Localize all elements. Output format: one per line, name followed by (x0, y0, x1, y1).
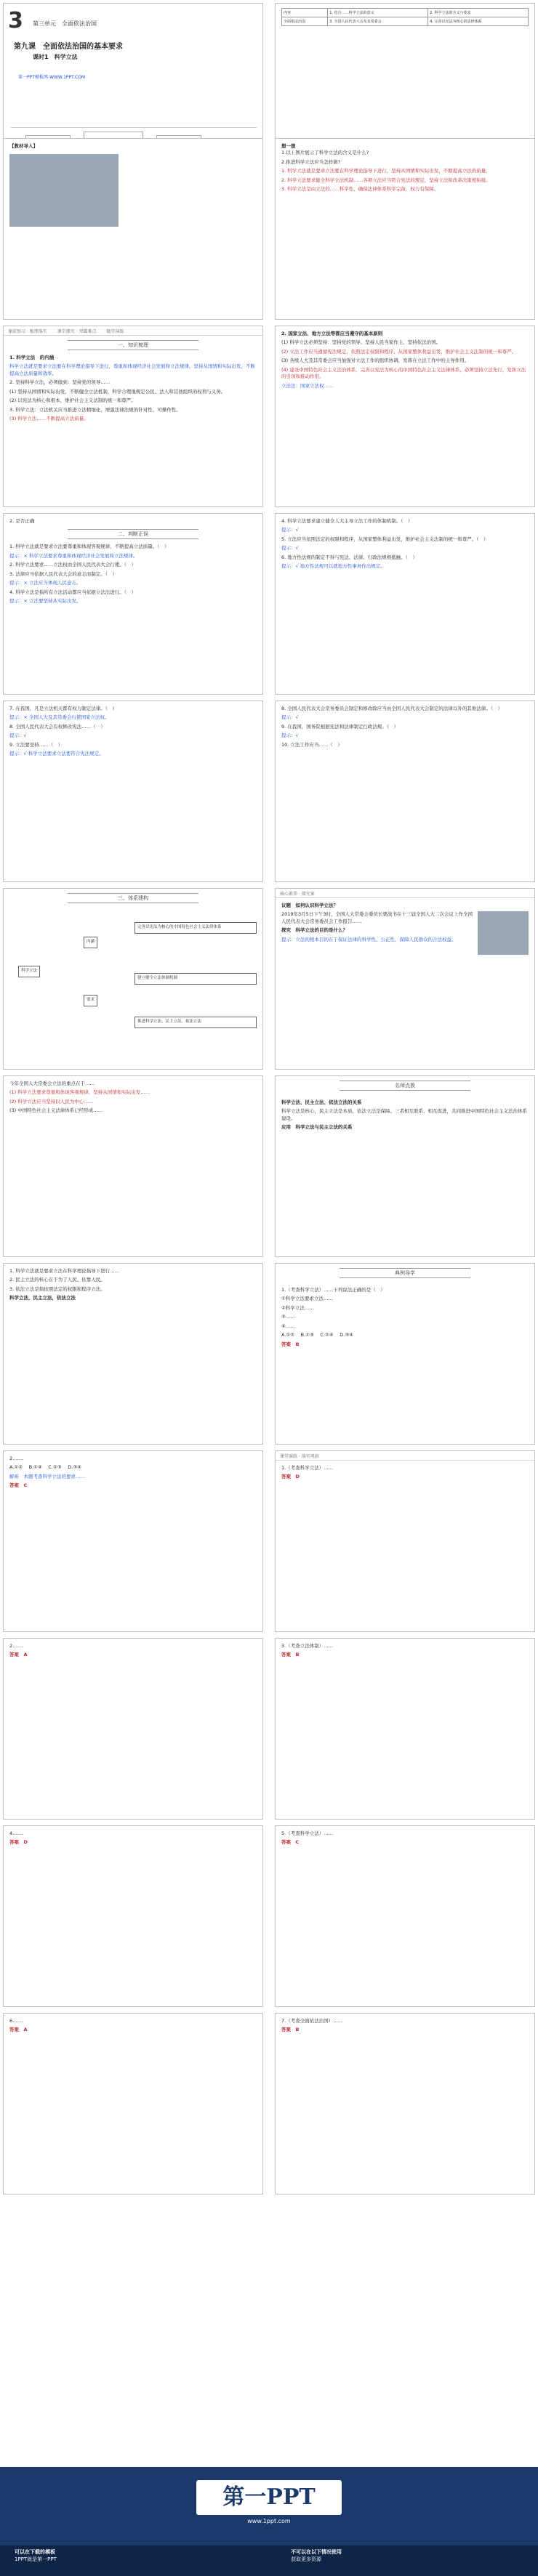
table-cell: 2. 科学立法的含义与要求 (428, 9, 529, 17)
topic-text: (1) 科学立法要求尊重和体现客观规律，坚持从国情和实际出发…… (9, 1089, 150, 1096)
answer-key: 答案 C (281, 1839, 300, 1846)
period-title: 课时1 科学立法 (33, 54, 78, 60)
judge-item: 4. 科学立法是指所有立法活动都应当依据立法法进行。（ ） (9, 589, 137, 595)
tip-text: 科学立法是核心，民主立法是本质，依法立法是保障。三者相互联系、相互促进，共同推进中国特色社会主义法治体系建设。 (281, 1108, 527, 1121)
question-stem: 1.（考查科学立法）…… (281, 1465, 334, 1471)
slide-judge-4 (275, 700, 535, 882)
slide-tip (275, 1075, 535, 1257)
judge-hint: 提示：√ (281, 714, 299, 721)
slide-practice-5 (275, 1825, 535, 2007)
unit-number: 3 (8, 8, 23, 33)
table-cell: 3. 全国人民代表大会及其常委会 (328, 17, 428, 26)
footer-bar (0, 2545, 538, 2576)
mind-map (4, 908, 262, 1053)
section-banner: 二、判断正误 (68, 529, 198, 539)
slide-example-1 (275, 1263, 535, 1445)
point-text: (2) 立法工作应当遵循宪法规定，依照法定权限和程序，从国家整体利益出发，维护社会主义法制的统一和尊严。 (281, 348, 517, 355)
lesson-title: 第九课 全面依法治国的基本要求 (14, 43, 123, 51)
answer-key: 答案 D (281, 1474, 300, 1480)
judge-item: 2. 科学立法要求……立法权由全国人民代表大会行使。（ ） (9, 562, 137, 568)
topic-hint: 提示：立法的根本目的在于保证法律的科学性、公正性，保障人民群众的合法权益。 (281, 936, 457, 942)
slide-judge (3, 513, 263, 695)
answer-choice: A.①② (9, 1464, 23, 1471)
judge-hint: 提示：√ (281, 545, 299, 552)
explanation: 解析 本题考查科学立法的要求…… (9, 1473, 85, 1479)
summary-text: 1. 科学立法就是要求立法在科学理论指导下进行…… (9, 1268, 120, 1274)
question-option: ①科学立法要求立法…… (281, 1296, 333, 1302)
question-stem: 1.（考查科学立法）……下列说法正确的是（ ） (281, 1287, 385, 1293)
judge-hint: 提示：× 科学立法要求尊重和体现经济社会发展和立法规律。 (9, 552, 138, 559)
slide-judge-2 (275, 513, 535, 695)
slide-intro (3, 138, 263, 320)
question-option: ④…… (281, 1323, 295, 1329)
judge-item: 9. 在我国，国务院根据宪法和法律制定行政法规。（ ） (281, 723, 399, 730)
answer-key: 答案 A (9, 1652, 28, 1658)
judge-hint: 提示：× 立法要坚持从实际出发。 (9, 597, 81, 604)
answer-choice: C.②④ (320, 1332, 334, 1339)
question-option: ③…… (281, 1314, 295, 1320)
point-text: (1) 坚持从国情和实际出发，不断健全立法机制，科学合理地规定公民、法人和其他组织的权利与义务。 (9, 388, 226, 395)
summary-text: 3. 依法立法是指依照法定的权限和程序立法。 (9, 1285, 105, 1292)
slide-principles (275, 326, 535, 507)
point-text: (4) 建设中国特色社会主义法治体系，完善以宪法为核心的中国特色社会主义法律体系，必须坚持立法先行，发挥立法的引领和推动作用。 (281, 366, 526, 380)
point-title: 2. 国家立法、地方立法等都应当遵守的基本原则 (281, 331, 383, 336)
slide-practice-2 (3, 1638, 263, 1820)
point-text: 3. 科学立法：立法机关应当推进立法精细化，增强法律法规的针对性、可操作性。 (9, 406, 181, 413)
table-cell: 4. 完善以宪法为核心的法律体系 (428, 17, 529, 26)
topic-question: 探究 科学立法的目的是什么？ (281, 927, 348, 934)
slide-summary (3, 1263, 263, 1445)
answer-key: 答案 B (281, 1341, 300, 1347)
summary-text: 2. 民主立法的核心在于为了人民、依靠人民。 (9, 1277, 105, 1283)
slide-explore-2 (3, 1075, 263, 1257)
answer-choice: C.②③ (48, 1464, 62, 1471)
tip-title: 应用 科学立法与民主立法的关系 (281, 1124, 353, 1131)
judge-item: 8. 全国人民代表大会常务委员会制定和修改除应当由全国人民代表大会制定的法律以外的其他法律。（ ） (281, 706, 503, 711)
slide-practice-6 (3, 2013, 263, 2195)
point-title: 2. 是否正确 (9, 518, 35, 524)
question-option: ②科学立法…… (281, 1304, 314, 1311)
footer-banner (0, 2467, 538, 2576)
unit-title: 第三单元 全面依法治国 (33, 20, 97, 27)
section-banner: 三、体系建构 (68, 893, 198, 903)
question-stem: 4.…… (9, 1830, 24, 1836)
map-node: 推进科学立法、民主立法、依法立法 (134, 1017, 257, 1028)
slide-example-2 (3, 1450, 263, 1632)
brand-url[interactable]: www.1ppt.com (247, 2518, 291, 2524)
answer-choice: D.③④ (340, 1332, 353, 1339)
judge-hint: 提示：√ (281, 732, 299, 739)
question-stem: 3.（考查立法体制）…… (281, 1643, 334, 1649)
slide-practice-3 (275, 1638, 535, 1820)
map-node: 内涵 (84, 937, 97, 948)
point-text: (2) 以宪法为核心和根本，维护社会主义法制的统一和尊严。 (9, 397, 136, 404)
point-text: 2. 坚持科学立法，必须做到：坚持党的领导…… (9, 379, 111, 386)
footer-left-title: 可以在下载的模板 (15, 2549, 55, 2555)
slide-practice-7 (275, 2013, 535, 2195)
slide-practice-4 (3, 1825, 263, 2007)
point-text: 科学立法就是要求立法要在科学理论指导下进行，尊重和体现经济社会发展和立法规律，坚持从国情和实际出发，不断提高立法质量和效率。 (9, 363, 255, 376)
judge-hint: 提示：√ (281, 527, 299, 533)
table-cell: 1. 结合……科学立法的意义 (328, 9, 428, 17)
answer-key: 答案 D (9, 1839, 28, 1846)
slide-structure (3, 888, 263, 1070)
judge-item: 10. 立法工作应当……（ ） (281, 741, 342, 748)
objectives-table (281, 8, 529, 26)
tip-title: 科学立法、民主立法、依法立法的关系 (281, 1099, 362, 1105)
map-node: 完善以宪法为核心的中国特色社会主义法律体系 (134, 922, 257, 934)
answer-choice: D.③④ (68, 1464, 81, 1471)
news-photo (478, 911, 529, 955)
answer-choice: B.①④ (28, 1464, 42, 1471)
question-stem: 6.…… (9, 2018, 24, 2024)
topic-text: (2) 科学立法应当坚持以人民为中心…… (9, 1098, 94, 1105)
judge-item: 1. 科学立法就是要求立法要尊重和体现客观规律，不断提高立法质量。（ ） (9, 544, 169, 550)
answer: 3. 科学立法是由立法的……科学性，确保法律体系科学完备，权力有保障。 (281, 186, 439, 193)
judge-item: 3. 法律应当依据人民代表大会的意志而制定。（ ） (9, 570, 118, 577)
slide-header: 课前预习 · 梳理落实 课堂探究 · 突破难点 随堂演练 (4, 326, 262, 336)
judge-item: 8. 全国人民代表大会有权修改宪法……（ ） (9, 723, 105, 730)
intro-photo (9, 154, 119, 227)
judge-item: 5. 立法应当依照法定的权限和程序，从国家整体利益出发，维护社会主义法制的统一和尊严。（ ） (281, 536, 489, 542)
section-banner: 名师点拨 (340, 1081, 470, 1091)
judge-item: 6. 地方性法规的制定不得与宪法、法律、行政法规相抵触。（ ） (281, 554, 418, 560)
judge-hint: 提示：× 全国人大及其常委会行使国家立法权。 (9, 714, 110, 721)
brand-logo: 第一PPT (196, 2480, 342, 2515)
point-title: 1. 科学立法 的内涵 (9, 355, 55, 360)
answer: 2. 科学立法要求健全科学立法机制……各项立法应当符合宪法的规定，坚持立法和改革决策相衔接。 (281, 177, 491, 183)
topic-text: 今年全国人大常委会立法的重点在于…… (9, 1081, 95, 1086)
site-label: 第一PPT模板网-WWW.1PPT.COM (18, 75, 86, 80)
slide-header: 核心素养 · 探究案 (276, 889, 534, 898)
point-text: 立法法：国家立法权…… (281, 382, 334, 389)
question-stem: 5.（考查科学立法）…… (281, 1830, 334, 1836)
judge-hint: 提示：√ (9, 732, 27, 739)
footer-left-sub: 1PPT就是第一PPT (15, 2556, 57, 2562)
answer-key: 答案 C (9, 1482, 28, 1489)
slide-explore (275, 888, 535, 1070)
answer-key: 答案 A (9, 2027, 28, 2033)
answer-key: 答案 B (281, 2027, 300, 2033)
judge-hint: 提示：× 立法应当体现人民意志。 (9, 580, 81, 586)
judge-hint: 提示：√ 地方性法规可以就地方性事务作出规定。 (281, 563, 385, 570)
point-text: (3) 各级人大及其常委会应当加强对立法工作的组织协调，发挥在立法工作中的主导作用。 (281, 358, 470, 364)
topic-text: (3) 中国特色社会主义法律体系已经形成…… (9, 1107, 103, 1114)
point-text: (3) 科学立法……不断提高立法质量。 (9, 415, 89, 421)
footer-right-title: 不可以在以下情况使用 (291, 2549, 342, 2555)
section-banner: 典例导学 (340, 1268, 470, 1278)
slide-judge-3 (3, 700, 263, 882)
table-cell: 内容 (282, 9, 328, 17)
footer-right-sub: 获取更多资源 (291, 2556, 321, 2562)
map-node: 要求 (84, 995, 97, 1006)
slide-header: 课堂演练 · 落实巩固 (276, 1451, 534, 1461)
think-heading: 想一想 (281, 143, 296, 149)
answer-key: 答案 B (281, 1652, 300, 1658)
judge-hint: 提示：√ 科学立法要求立法要符合宪法规定。 (9, 751, 104, 757)
topic-text: 2019年3月5日下午3时，全国人大常委会委员长栗战书在十三届全国人大二次会议上作全国人民代表大会常务委员会工作报告…… (281, 911, 473, 924)
question: 1.以上图片展示了科学立法的含义是什么? (281, 150, 369, 156)
point-text: (1) 科学立法必须坚持：坚持党的领导、坚持人民当家作主、坚持依法治国。 (281, 339, 441, 346)
map-node: 建立健全立法体制机制 (134, 973, 257, 985)
slide-practice-1 (275, 1450, 535, 1632)
section-banner: 一、知识梳理 (68, 340, 198, 350)
slide-think (275, 138, 535, 320)
answer-choice: A.①② (281, 1332, 295, 1339)
judge-item: 7. 在我国，凡是立法机关都有权力制定法律。（ ） (9, 706, 118, 711)
judge-item: 4. 科学立法要求建立健全人大主导立法工作的体制机制。（ ） (281, 518, 413, 524)
intro-label: 【教材导入】 (9, 143, 38, 149)
question: 2.推进科学立法应当怎样做? (281, 158, 341, 165)
question-stem: 7.（考查全面依法治国）…… (281, 2018, 343, 2024)
slide-knowledge (3, 326, 263, 507)
answer: 1. 科学立法就是要求立法要在科学理论指导下进行，坚持从国情和实际出发，不断提高立法的质量。 (281, 168, 491, 174)
topic-title: 议题 如何认识科学立法？ (281, 903, 338, 908)
answer-choice: B.①③ (300, 1332, 314, 1339)
summary-text: 科学立法，民主立法，依法立法 (9, 1295, 76, 1301)
map-node: 科学立法 (18, 966, 40, 977)
question-stem: 2.…… (9, 1643, 24, 1649)
judge-item: 9. 立法要坚持……（ ） (9, 741, 63, 748)
question-stem: 2.…… (9, 1455, 24, 1461)
table-cell: 全面依法治国 (282, 17, 328, 26)
